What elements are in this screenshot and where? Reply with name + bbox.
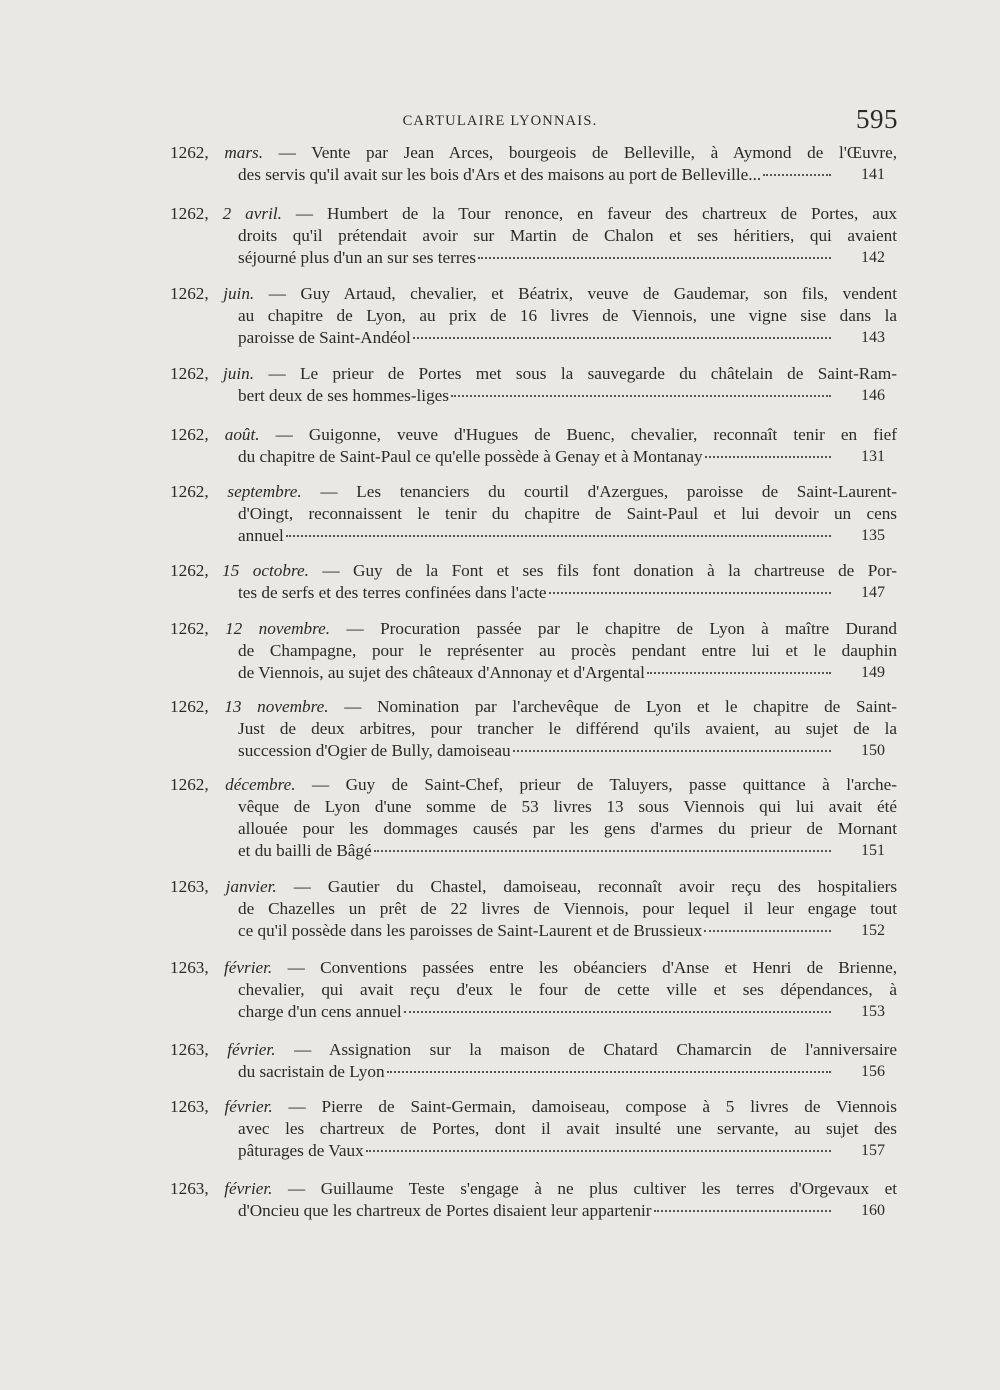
dot-leader [549,592,831,594]
page-reference: 152 [861,922,885,939]
entry-text: ce qu'il possède dans les paroisses de Saint-Laurent et de Brussieux [238,921,703,940]
entry-line [170,1096,897,1118]
entry-text: bert deux de ses hommes-liges [238,386,449,405]
page-reference: 151 [861,842,885,859]
entry-line [170,1001,897,1023]
entry-text: — Vente par Jean Arces, bourgeois de Belleville, à Aymond de l'Œuvre, [278,143,898,162]
dot-leader [366,1150,831,1152]
index-entry [170,560,897,604]
entry-text: et du bailli de Bâgé [238,841,372,860]
entry-text: — Gautier du Chastel, damoiseau, reconnaît avoir reçu des hospitaliers [293,877,898,896]
index-entry [170,696,897,762]
entry-text: annuel [238,526,284,545]
entry-date: février. [227,1040,276,1059]
entry-line [170,1061,897,1083]
page-reference: 147 [861,584,885,601]
index-entry [170,957,897,1023]
entry-line [170,1039,897,1061]
dot-leader [647,672,831,674]
entry-text: des servis qu'il avait sur les bois d'Ars et des maisons au port de Belleville... [238,165,762,184]
entry-year: 1263, [170,877,209,896]
entry-date: 12 novembre. [225,619,331,638]
entry-date: septembre. [227,482,302,501]
index-entry [170,1039,897,1083]
entry-text: — Les tenanciers du courtil d'Azergues, paroisse de Saint-Laurent- [320,482,898,501]
entry-text: — Procuration passée par le chapitre de Lyon à maître Durand [346,619,898,638]
entry-text: — Guy de Saint-Chef, prieur de Taluyers, passe quittance à l'arche- [312,775,897,794]
entry-text: de Champagne, pour le représenter au procès pendant entre lui et le dauphin [238,641,897,660]
entry-text: tes de serfs et des terres confinées dans l'acte [238,583,547,602]
entry-date: 13 novembre. [224,697,329,716]
entry-line [170,225,897,247]
entry-line [170,774,897,796]
entry-line [170,1118,897,1140]
entry-year: 1262, [170,697,209,716]
page-reference: 149 [861,664,885,681]
entry-line [170,662,897,684]
entry-year: 1262, [170,204,209,223]
entry-line [170,503,897,525]
entry-line [170,920,897,942]
entry-text: — Conventions passées entre les obéanciers d'Anse et Henri de Brienne, [287,958,898,977]
entry-line [170,142,897,164]
entry-text: d'Oncieu que les chartreux de Portes disaient leur appartenir [238,1201,652,1220]
entry-line [170,1178,897,1200]
entry-text: de Viennois, au sujet des châteaux d'Annonay et d'Argental [238,663,645,682]
entry-text: — Guigonne, veuve d'Hugues de Buenc, chevalier, reconnaît tenir en fief [275,425,898,444]
entry-year: 1263, [170,958,209,977]
entry-line [170,203,897,225]
page-number: 595 [856,104,898,134]
entry-text: succession d'Ogier de Bully, damoiseau [238,741,511,760]
index-entry [170,142,897,186]
index-entry [170,424,897,468]
entry-line [170,840,897,862]
entry-line [170,1140,897,1162]
dot-leader [374,850,831,852]
entry-text: paroisse de Saint-Andéol [238,328,411,347]
entry-text: d'Oingt, reconnaissent le tenir du chapitre de Saint-Paul et lui devoir un cens [238,504,897,523]
entry-line [170,796,897,818]
entry-line [170,525,897,547]
entry-line [170,640,897,662]
running-title: CARTULAIRE LYONNAIS. [402,113,598,129]
page-reference: 150 [861,742,885,759]
entry-line [170,327,897,349]
entry-text: — Guillaume Teste s'engage à ne plus cultiver les terres d'Orgevaux et [288,1179,898,1198]
entry-line [170,305,897,327]
entry-date: mars. [224,143,264,162]
entry-line [170,247,897,269]
entry-text: — Nomination par l'archevêque de Lyon et le chapitre de Saint- [344,697,898,716]
entry-text: — Guy de la Font et ses fils font donation à la chartreuse de Por- [322,561,897,580]
entry-date: 2 avril. [222,204,282,223]
entry-text: — Guy Artaud, chevalier, et Béatrix, veuve de Gaudemar, son fils, vendent [268,284,898,303]
dot-leader [478,257,831,259]
entry-date: février. [224,1179,273,1198]
entry-line [170,481,897,503]
page-reference: 131 [861,448,885,465]
entry-year: 1262, [170,364,209,383]
dot-leader [387,1071,831,1073]
dot-leader [513,750,831,752]
entry-line [170,1200,897,1222]
entry-year: 1262, [170,284,209,303]
entry-year: 1262, [170,482,209,501]
entry-line [170,818,897,840]
page-reference: 135 [861,527,885,544]
index-entry [170,618,897,684]
entry-line [170,446,897,468]
page-reference: 153 [861,1003,885,1020]
entry-year: 1262, [170,561,209,580]
entry-line [170,164,897,186]
entry-text: au chapitre de Lyon, au prix de 16 livres de Viennois, une vigne sise dans la [238,306,897,325]
entry-year: 1263, [170,1097,209,1116]
entry-text: du chapitre de Saint-Paul ce qu'elle possède à Genay et à Montanay [238,447,703,466]
entry-text: droits qu'il prétendait avoir sur Martin de Chalon et ses héritiers, qui avaient [238,226,897,245]
dot-leader [705,456,831,458]
entry-text: — Le prieur de Portes met sous la sauvegarde du châtelain de Saint-Ram- [268,364,897,383]
page-reference: 157 [861,1142,885,1159]
index-entry [170,203,897,269]
entry-line [170,876,897,898]
page-reference: 143 [861,329,885,346]
dot-leader [704,930,831,932]
entry-date: 15 octobre. [222,561,309,580]
entry-line [170,718,897,740]
entry-line [170,385,897,407]
entry-date: février. [224,958,273,977]
entry-line [170,898,897,920]
index-entry [170,283,897,349]
entry-year: 1262, [170,619,209,638]
entry-text: vêque de Lyon d'une somme de 53 livres 13 sous Viennois qui lui avait été [238,797,897,816]
entry-line [170,740,897,762]
page-reference: 160 [861,1202,885,1219]
dot-leader [404,1011,831,1013]
dot-leader [763,174,831,176]
entry-line [170,283,897,305]
entry-year: 1262, [170,775,209,794]
entry-line [170,957,897,979]
index-entry [170,481,897,547]
entry-date: juin. [223,364,255,383]
index-entry [170,774,897,862]
dot-leader [413,337,831,339]
entry-date: juin. [223,284,255,303]
dot-leader [451,395,831,397]
entry-year: 1263, [170,1179,209,1198]
dot-leader [286,535,831,537]
entry-text: — Humbert de la Tour renonce, en faveur des chartreux de Portes, aux [295,204,898,223]
entry-text: de Chazelles un prêt de 22 livres de Viennois, pour lequel il leur engage tout [238,899,897,918]
entry-text: séjourné plus d'un an sur ses terres [238,248,476,267]
entry-line [170,979,897,1001]
entry-line [170,696,897,718]
page-reference: 156 [861,1063,885,1080]
entry-date: août. [224,425,260,444]
entry-date: février. [224,1097,273,1116]
entry-text: charge d'un cens annuel [238,1002,402,1021]
entry-text: allouée pour les dommages causés par les gens d'armes du prieur de Mornant [238,819,897,838]
entry-year: 1262, [170,143,209,162]
entry-year: 1263, [170,1040,209,1059]
entry-text: Just de deux arbitres, pour trancher le différend qu'ils avaient, au sujet de la [238,719,897,738]
dot-leader [654,1210,831,1212]
entry-date: janvier. [225,877,277,896]
page-reference: 142 [861,249,885,266]
entry-text: du sacristain de Lyon [238,1062,385,1081]
entry-text: avec les chartreux de Portes, dont il avait insulté une servante, au sujet des [238,1119,897,1138]
entry-text: — Assignation sur la maison de Chatard Chamarcin de l'anniversaire [294,1040,898,1059]
entry-line [170,363,897,385]
entry-date: décembre. [225,775,296,794]
entry-line [170,560,897,582]
index-entry [170,1178,897,1222]
entry-text: pâturages de Vaux [238,1141,364,1160]
page-reference: 146 [861,387,885,404]
entry-line [170,618,897,640]
page-reference: 141 [861,166,885,183]
index-entry [170,363,897,407]
entry-line [170,582,897,604]
entry-year: 1262, [170,425,209,444]
index-entry [170,1096,897,1162]
entry-text: — Pierre de Saint-Germain, damoiseau, compose à 5 livres de Viennois [288,1097,897,1116]
entry-text: chevalier, qui avait reçu d'eux le four de cette ville et ses dépendances, à [238,980,897,999]
entry-line [170,424,897,446]
index-entry [170,876,897,942]
